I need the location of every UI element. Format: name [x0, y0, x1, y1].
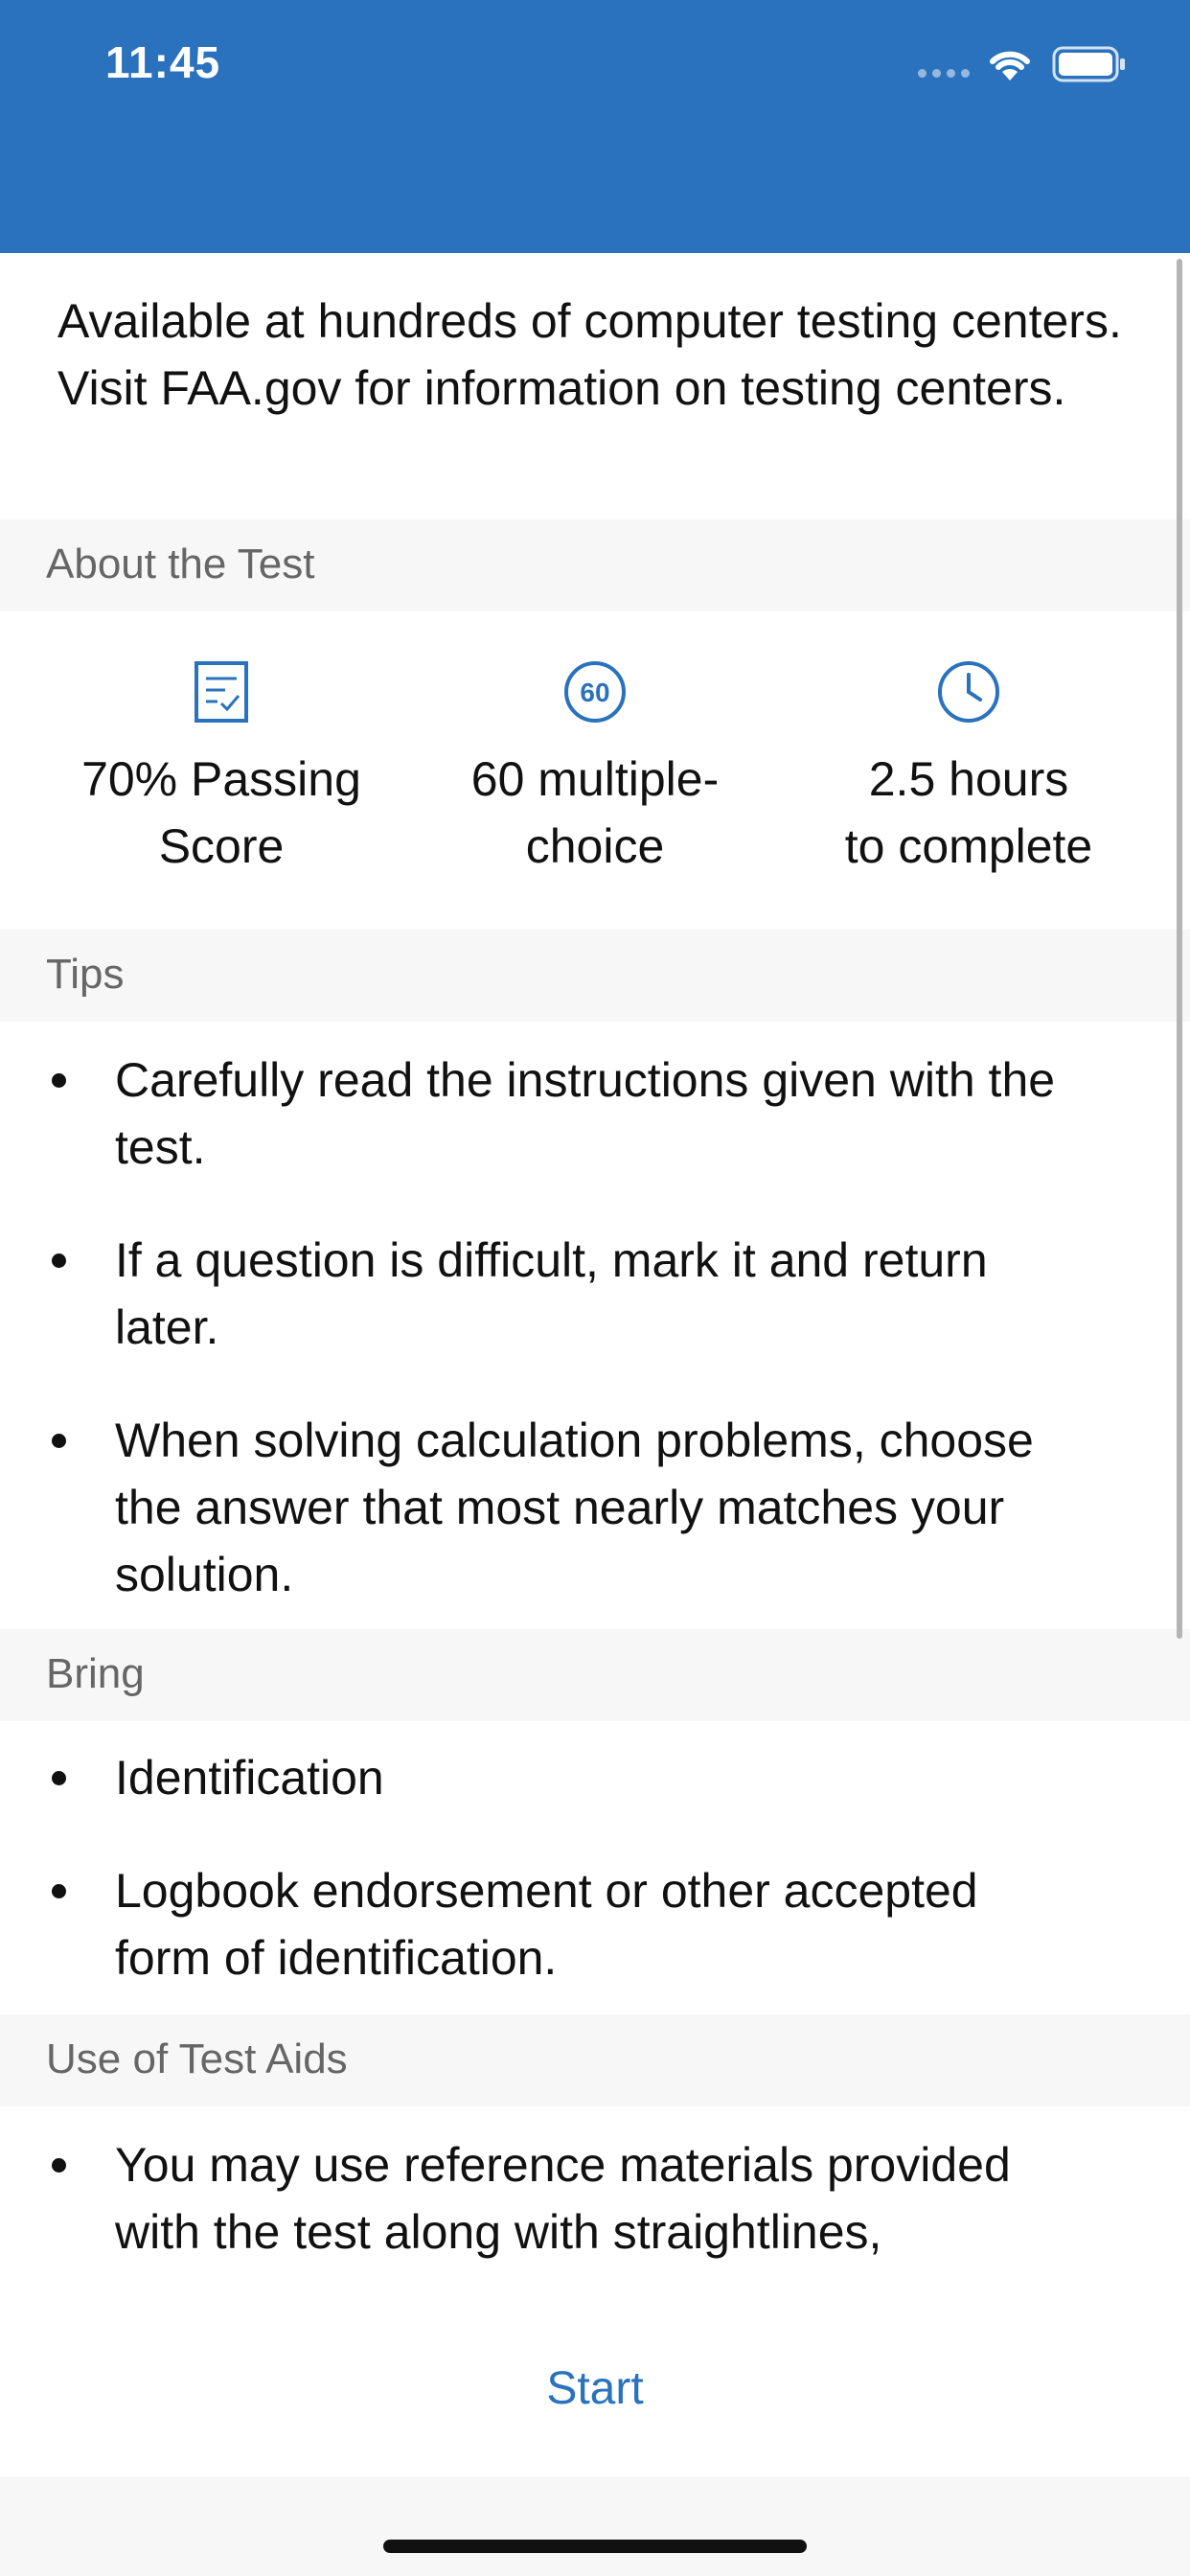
- clock-icon: [936, 659, 1001, 724]
- cellular-signal-icon: [918, 69, 970, 78]
- section-header-about: [0, 519, 1190, 611]
- stat-question-count: [408, 611, 782, 880]
- tips-list: [0, 1046, 1190, 1608]
- status-time: 11:45: [105, 37, 221, 87]
- list-item: Carefully read the instructions given with the test.: [0, 1046, 1083, 1181]
- scrollbar[interactable]: [1177, 259, 1182, 1639]
- stat-line1: 2.5 hours: [868, 752, 1069, 806]
- home-indicator[interactable]: [383, 2540, 807, 2553]
- icon-badge-text: 60: [580, 678, 610, 707]
- list-item: You may use reference materials provided with the test along with straightlines,: [0, 2131, 1083, 2266]
- bottom-safe-area: [0, 2476, 1190, 2576]
- intro-text: Available at hundreds of computer testing centers. Visit FAA.gov for information on testing centers.: [57, 294, 1122, 415]
- stat-line2: to complete: [844, 819, 1093, 873]
- section-title: About the Test: [46, 540, 315, 587]
- battery-icon: [1052, 46, 1127, 82]
- bring-list: [0, 1744, 1190, 1991]
- stat-line2: choice: [525, 819, 665, 873]
- stat-line1: 70% Passing: [81, 752, 361, 806]
- section-title: Use of Test Aids: [46, 2036, 348, 2082]
- test-stats: [0, 611, 1190, 918]
- checklist-icon: [193, 659, 250, 724]
- wifi-icon: [985, 44, 1035, 82]
- list-item: Logbook endorsement or other accepted form of identification.: [0, 1857, 1083, 1991]
- start-button[interactable]: Start: [451, 2354, 739, 2423]
- stat-duration: [782, 611, 1156, 880]
- section-title: Tips: [46, 951, 125, 998]
- stat-line2: Score: [158, 819, 285, 873]
- list-item: Identification: [0, 1744, 1083, 1811]
- footer-bar: [0, 2300, 1190, 2476]
- test-aids-list: [0, 2131, 1190, 2266]
- test-info-content[interactable]: [0, 253, 1190, 2300]
- section-header-bring: [0, 1629, 1190, 1721]
- section-header-test-aids: [0, 2014, 1190, 2106]
- list-item: If a question is difficult, mark it and return later.: [0, 1227, 1083, 1361]
- sixty-circle-icon: [562, 659, 628, 724]
- stat-line1: 60 multiple-: [470, 752, 720, 806]
- app-header: [0, 0, 1190, 253]
- section-header-tips: [0, 930, 1190, 1022]
- stat-passing-score: [34, 611, 408, 880]
- list-item: When solving calculation problems, choose the answer that most nearly matches your solution.: [0, 1407, 1083, 1608]
- section-title: Bring: [46, 1650, 145, 1697]
